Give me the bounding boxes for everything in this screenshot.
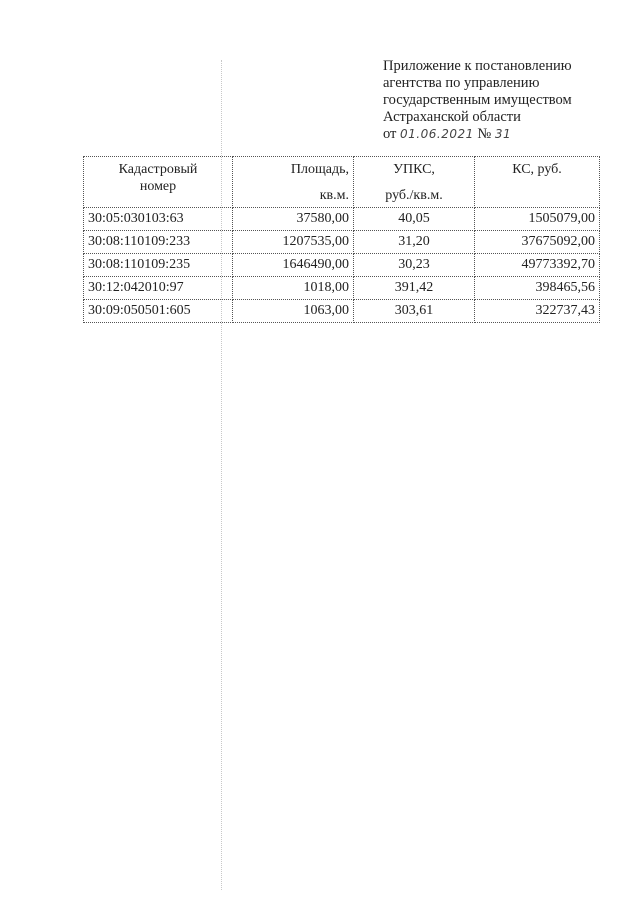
column-header-upks xyxy=(354,157,475,208)
cell-area: 1207535,00 xyxy=(233,231,354,254)
cell-cadastral-number: 30:08:110109:233 xyxy=(84,231,233,254)
cell-upks: 40,05 xyxy=(354,208,475,231)
cell-area: 37580,00 xyxy=(233,208,354,231)
header-line-2: агентства по управлению xyxy=(383,75,540,91)
handwritten-number: 31 xyxy=(494,127,512,141)
header-text: КС, руб. xyxy=(512,162,562,177)
cell-ks: 49773392,70 xyxy=(475,254,600,277)
header-line-3: государственным имуществом xyxy=(383,92,572,108)
cell-cadastral-number: 30:12:042010:97 xyxy=(84,277,233,300)
header-unit: руб./кв.м. xyxy=(385,188,443,203)
header-text: номер xyxy=(139,179,177,194)
cell-area: 1063,00 xyxy=(233,300,354,323)
column-header-area xyxy=(233,157,354,208)
appendix-header xyxy=(383,58,623,143)
date-prefix: от xyxy=(383,126,397,142)
cell-cadastral-number: 30:05:030103:63 xyxy=(84,208,233,231)
cell-upks: 303,61 xyxy=(354,300,475,323)
cell-upks: 391,42 xyxy=(354,277,475,300)
header-line-4: Астраханской области xyxy=(383,109,521,125)
header-unit: кв.м. xyxy=(319,188,349,203)
table-row xyxy=(84,277,600,300)
cell-upks: 30,23 xyxy=(354,254,475,277)
column-header-cadastral-number xyxy=(84,157,233,208)
cell-ks: 398465,56 xyxy=(475,277,600,300)
cell-upks: 31,20 xyxy=(354,231,475,254)
table-row xyxy=(84,208,600,231)
cell-ks: 37675092,00 xyxy=(475,231,600,254)
cell-cadastral-number: 30:08:110109:235 xyxy=(84,254,233,277)
cell-area: 1646490,00 xyxy=(233,254,354,277)
column-header-ks xyxy=(475,157,600,208)
cadastral-table xyxy=(83,156,600,323)
date-number-line xyxy=(383,126,623,143)
header-text: Площадь, xyxy=(290,162,349,177)
header-text: УПКС, xyxy=(393,162,435,177)
table-row xyxy=(84,300,600,323)
table-row xyxy=(84,231,600,254)
header-text: Кадастровый xyxy=(118,162,198,177)
cell-cadastral-number: 30:09:050501:605 xyxy=(84,300,233,323)
header-line-1: Приложение к постановлению xyxy=(383,58,572,74)
cell-ks: 1505079,00 xyxy=(475,208,600,231)
table-row xyxy=(84,254,600,277)
cell-area: 1018,00 xyxy=(233,277,354,300)
table-header-row xyxy=(84,157,600,208)
handwritten-date: 01.06.2021 xyxy=(400,127,474,141)
number-prefix: № xyxy=(477,126,492,142)
cell-ks: 322737,43 xyxy=(475,300,600,323)
